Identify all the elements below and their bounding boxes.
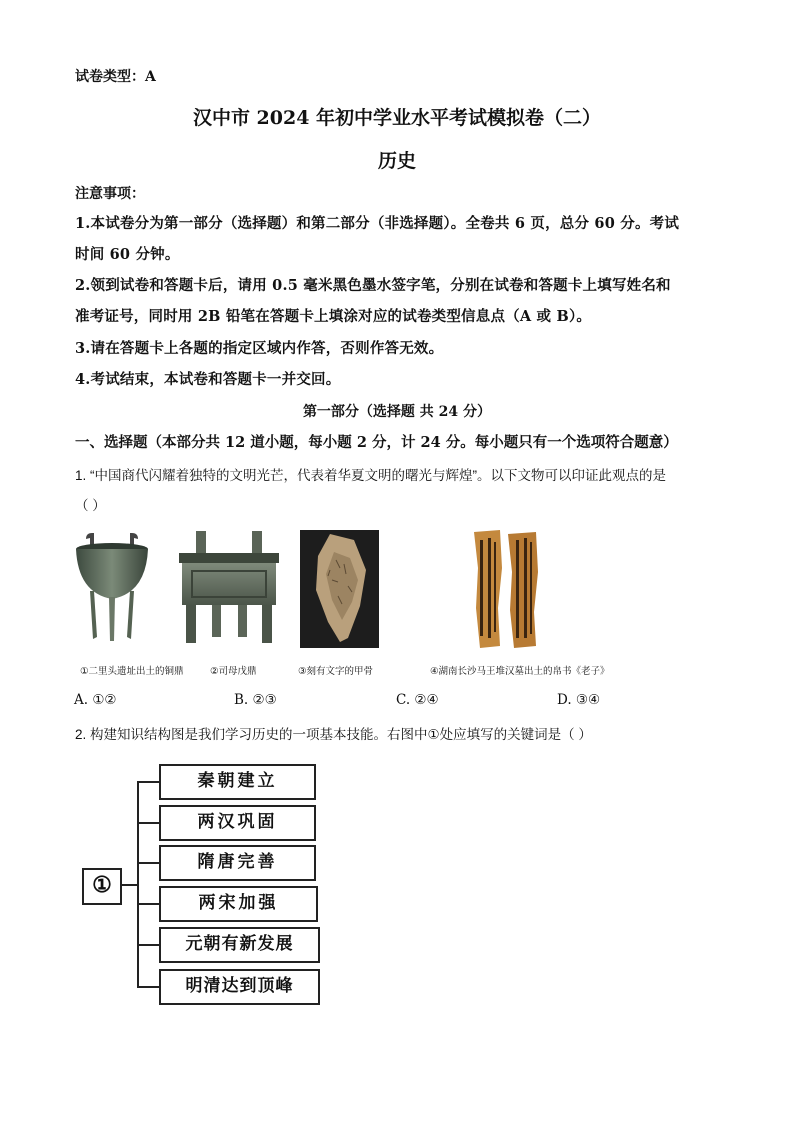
option-a: A. ①②: [74, 692, 117, 708]
figure-caption: ①二里头遗址出土的铜鼎: [80, 666, 184, 677]
paper-type: 试卷类型：A: [75, 69, 156, 85]
notice-line: 准考证号，同时用 2B 铅笔在答题卡上填涂对应的试卷类型信息点（A 或 B）。: [75, 308, 592, 325]
diagram-connector: [120, 884, 138, 886]
part-title: 第一部分（选择题 共 24 分）: [302, 404, 492, 420]
diagram-connector: [137, 822, 159, 824]
bronze-tripod-ding-image: [72, 533, 152, 643]
subject-title: 历史: [377, 150, 416, 172]
oracle-bone-image: [300, 530, 379, 648]
option-b: B. ②③: [234, 692, 277, 708]
figure-caption: ③刻有文字的甲骨: [298, 666, 374, 677]
diagram-connector: [137, 903, 159, 905]
diagram-root-box: ①: [82, 868, 122, 905]
notice-line: 2.领到试卷和答题卡后，请用 0.5 毫米黑色墨水签字笔，分别在试卷和答题卡上填写姓名和: [75, 277, 671, 294]
diagram-branch-box: 两汉巩固: [159, 805, 316, 841]
section-title: 一、选择题（本部分共 12 道小题，每小题 2 分，计 24 分。每小题只有一个选项符合题意）: [75, 434, 678, 451]
silk-manuscript-image: [470, 528, 542, 650]
diagram-branch-box: 元朝有新发展: [159, 927, 320, 963]
question-1-blank: （ ）: [75, 498, 106, 513]
diagram-connector: [137, 944, 159, 946]
notice-line: 时间 60 分钟。: [75, 246, 180, 263]
diagram-connector: [137, 986, 159, 988]
diagram-connector: [137, 781, 159, 783]
diagram-trunk: [137, 781, 139, 988]
notice-heading: 注意事项：: [75, 186, 145, 202]
diagram-branch-box: 两宋加强: [159, 886, 318, 922]
simuwu-ding-image: [176, 531, 282, 645]
notice-line: 3.请在答题卡上各题的指定区域内作答，否则作答无效。: [75, 340, 444, 357]
notice-line: 1.本试卷分为第一部分（选择题）和第二部分（非选择题）。全卷共 6 页，总分 60 分。考试: [75, 215, 680, 232]
figure-caption: ④湖南长沙马王堆汉墓出土的帛书《老子》: [430, 666, 610, 677]
diagram-branch-box: 明清达到顶峰: [159, 969, 320, 1005]
diagram-connector: [137, 862, 159, 864]
diagram-branch-box: 隋唐完善: [159, 845, 316, 881]
notice-line: 4.考试结束，本试卷和答题卡一并交回。: [75, 371, 341, 388]
question-1-stem: 1. “中国商代闪耀着独特的文明光芒，代表着华夏文明的曙光与辉煌”。以下文物可以印证此观点的是: [75, 468, 666, 483]
exam-title: 汉中市 2024 年初中学业水平考试模拟卷（二）: [192, 107, 602, 129]
option-d: D. ③④: [557, 692, 601, 708]
option-c: C. ②④: [396, 692, 439, 708]
question-2-stem: 2. 构建知识结构图是我们学习历史的一项基本技能。右图中①处应填写的关键词是（ ）: [75, 727, 592, 742]
figure-caption: ②司母戊鼎: [210, 666, 257, 677]
diagram-branch-box: 秦朝建立: [159, 764, 316, 800]
